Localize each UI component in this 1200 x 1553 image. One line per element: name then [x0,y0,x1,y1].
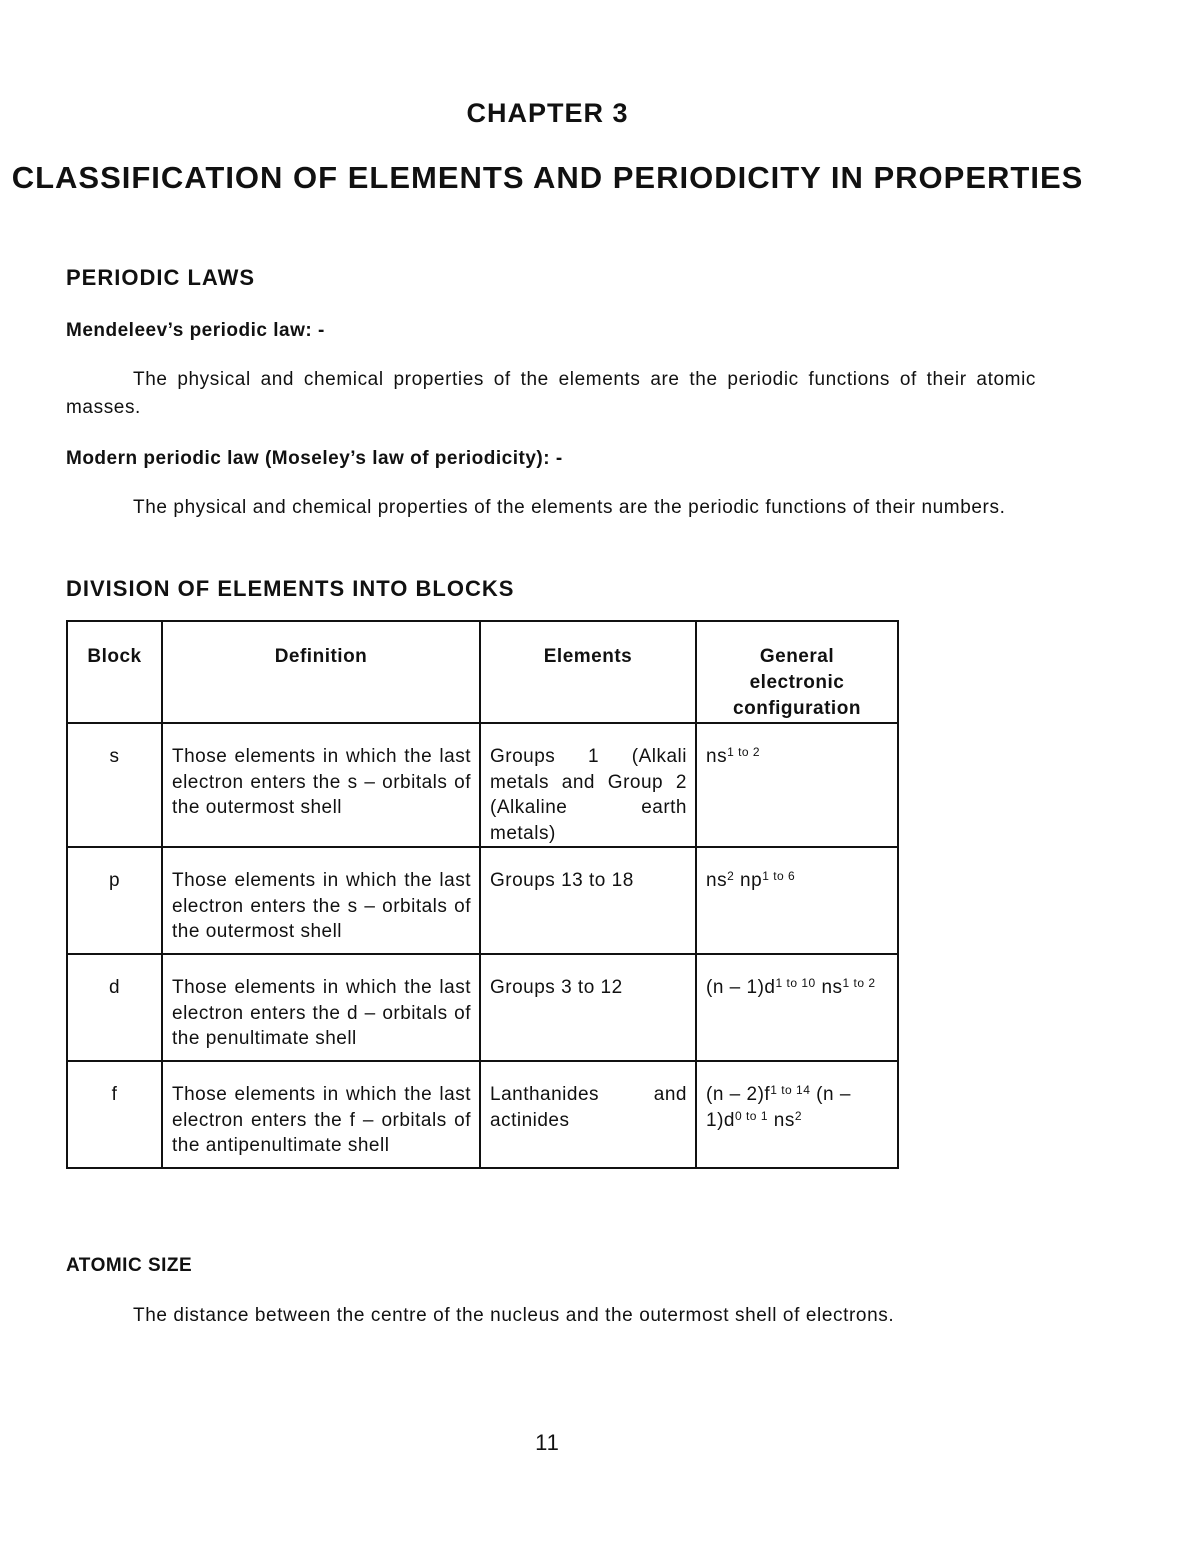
config-superscript: 0 to 1 [734,1108,768,1123]
chapter-label: CHAPTER 3 [466,98,629,128]
header-definition: Definition [162,621,480,723]
config-term: np [734,870,763,891]
cell-definition: Those elements in which the last electron enters the f – orbitals of the antipenultimate shell [162,1061,480,1168]
table-row [67,723,898,847]
cell-elements: Groups 3 to 12 [480,954,696,1061]
config-term: (n – 1)d [706,1084,851,1131]
config-superscript: 1 to 2 [842,976,876,990]
config-term: ns [706,746,728,767]
header-block: Block [67,621,162,723]
config-term: (n – 1)d [706,977,776,998]
header-configuration: General electronic configuration [696,621,898,723]
cell-definition: Those elements in which the last electron enters the d – orbitals of the penultimate shell [162,954,480,1061]
cell-block: d [67,954,162,1061]
config-superscript: 1 to 2 [727,745,761,759]
config-superscript: 2 [727,869,735,883]
cell-configuration [696,1061,898,1168]
config-term: ns [706,870,728,891]
config-term: ns [815,977,843,998]
atomic-size-heading: ATOMIC SIZE [66,1255,193,1276]
cell-block: f [67,1061,162,1168]
table-row [67,847,898,954]
blocks-heading: DIVISION OF ELEMENTS INTO BLOCKS [66,576,515,601]
modern-law-heading: Modern periodic law (Moseley’s law of periodicity): - [66,448,563,469]
table-row [67,954,898,1061]
blocks-table-body [67,723,898,1168]
table-row [67,1061,898,1168]
cell-definition: Those elements in which the last electron enters the s – orbitals of the outermost shell [162,847,480,954]
cell-elements: Groups 1 (Alkali metals and Group 2 (Alkaline earth metals) [480,723,696,847]
config-superscript: 2 [794,1108,803,1123]
modern-law-text: The physical and chemical properties of the elements are the periodic functions of their numbers. [133,497,1006,518]
cell-elements: Groups 13 to 18 [480,847,696,954]
cell-configuration [696,847,898,954]
config-term: (n – 2)f [706,1084,771,1105]
periodic-laws-heading: PERIODIC LAWS [66,265,256,290]
page-title: CLASSIFICATION OF ELEMENTS AND PERIODICITY IN PROPERTIES [11,160,1084,195]
cell-elements: Lanthanides and actinides [480,1061,696,1168]
cell-configuration [696,954,898,1061]
config-superscript: 1 to 14 [770,1083,811,1097]
header-elements: Elements [480,621,696,723]
page-number: 11 [535,1430,560,1455]
config-superscript: 1 to 10 [775,976,816,990]
blocks-table [66,620,899,1169]
mendeleev-law-heading: Mendeleev’s periodic law: - [66,320,325,341]
cell-block: p [67,847,162,954]
mendeleev-law-text: The physical and chemical properties of the elements are the periodic functions of their atomic masses. [66,369,1036,418]
cell-configuration [696,723,898,847]
config-superscript: 1 to 6 [762,869,796,883]
cell-definition: Those elements in which the last electron enters the s – orbitals of the outermost shell [162,723,480,847]
table-header-row [67,621,898,723]
atomic-size-text: The distance between the centre of the nucleus and the outermost shell of electrons. [133,1305,895,1326]
cell-block: s [67,723,162,847]
config-term: ns [768,1109,795,1131]
